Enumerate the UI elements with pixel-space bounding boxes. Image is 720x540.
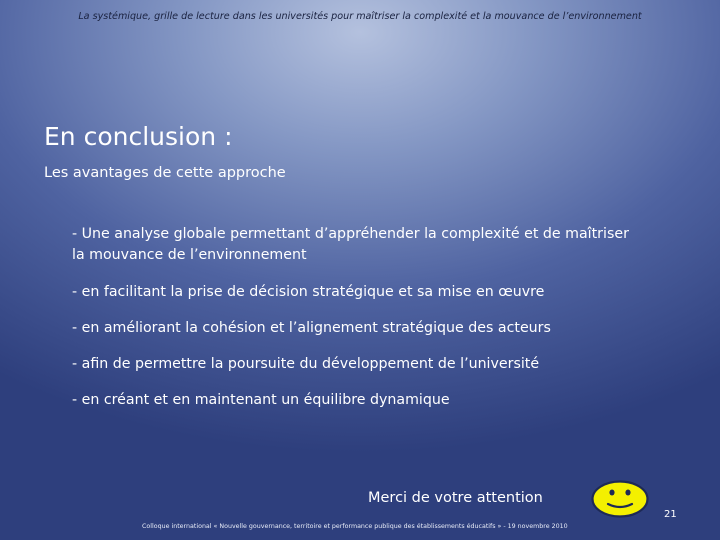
bullet-item: - en facilitant la prise de décision stratégique et sa mise en œuvre [72,284,545,300]
slide-footer: Colloque international « Nouvelle gouvernance, territoire et performance publique des établissements éducatifs » - 19 novembre 2010 [142,523,568,530]
slide-subtitle: Les avantages de cette approche [44,165,286,181]
bullet-item: - en améliorant la cohésion et l’alignement stratégique des acteurs [72,320,551,336]
bullet-list [72,224,632,411]
slide-header: La systémique, grille de lecture dans les universités pour maîtriser la complexité et la mouvance de l’environnement [78,11,642,22]
slide-title: En conclusion : [44,122,233,151]
bullet-item: - afin de permettre la poursuite du développement de l’université [72,356,540,372]
smiley-face-icon [591,480,649,518]
closing-text: Merci de votre attention [368,490,543,506]
page-number: 21 [664,509,677,520]
bullet-item: - en créant et en maintenant un équilibre dynamique [72,392,450,408]
bullet-item: - Une analyse globale permettant d’appréhender la complexité et de maîtriser la mouvance de l’environnement [72,226,629,263]
